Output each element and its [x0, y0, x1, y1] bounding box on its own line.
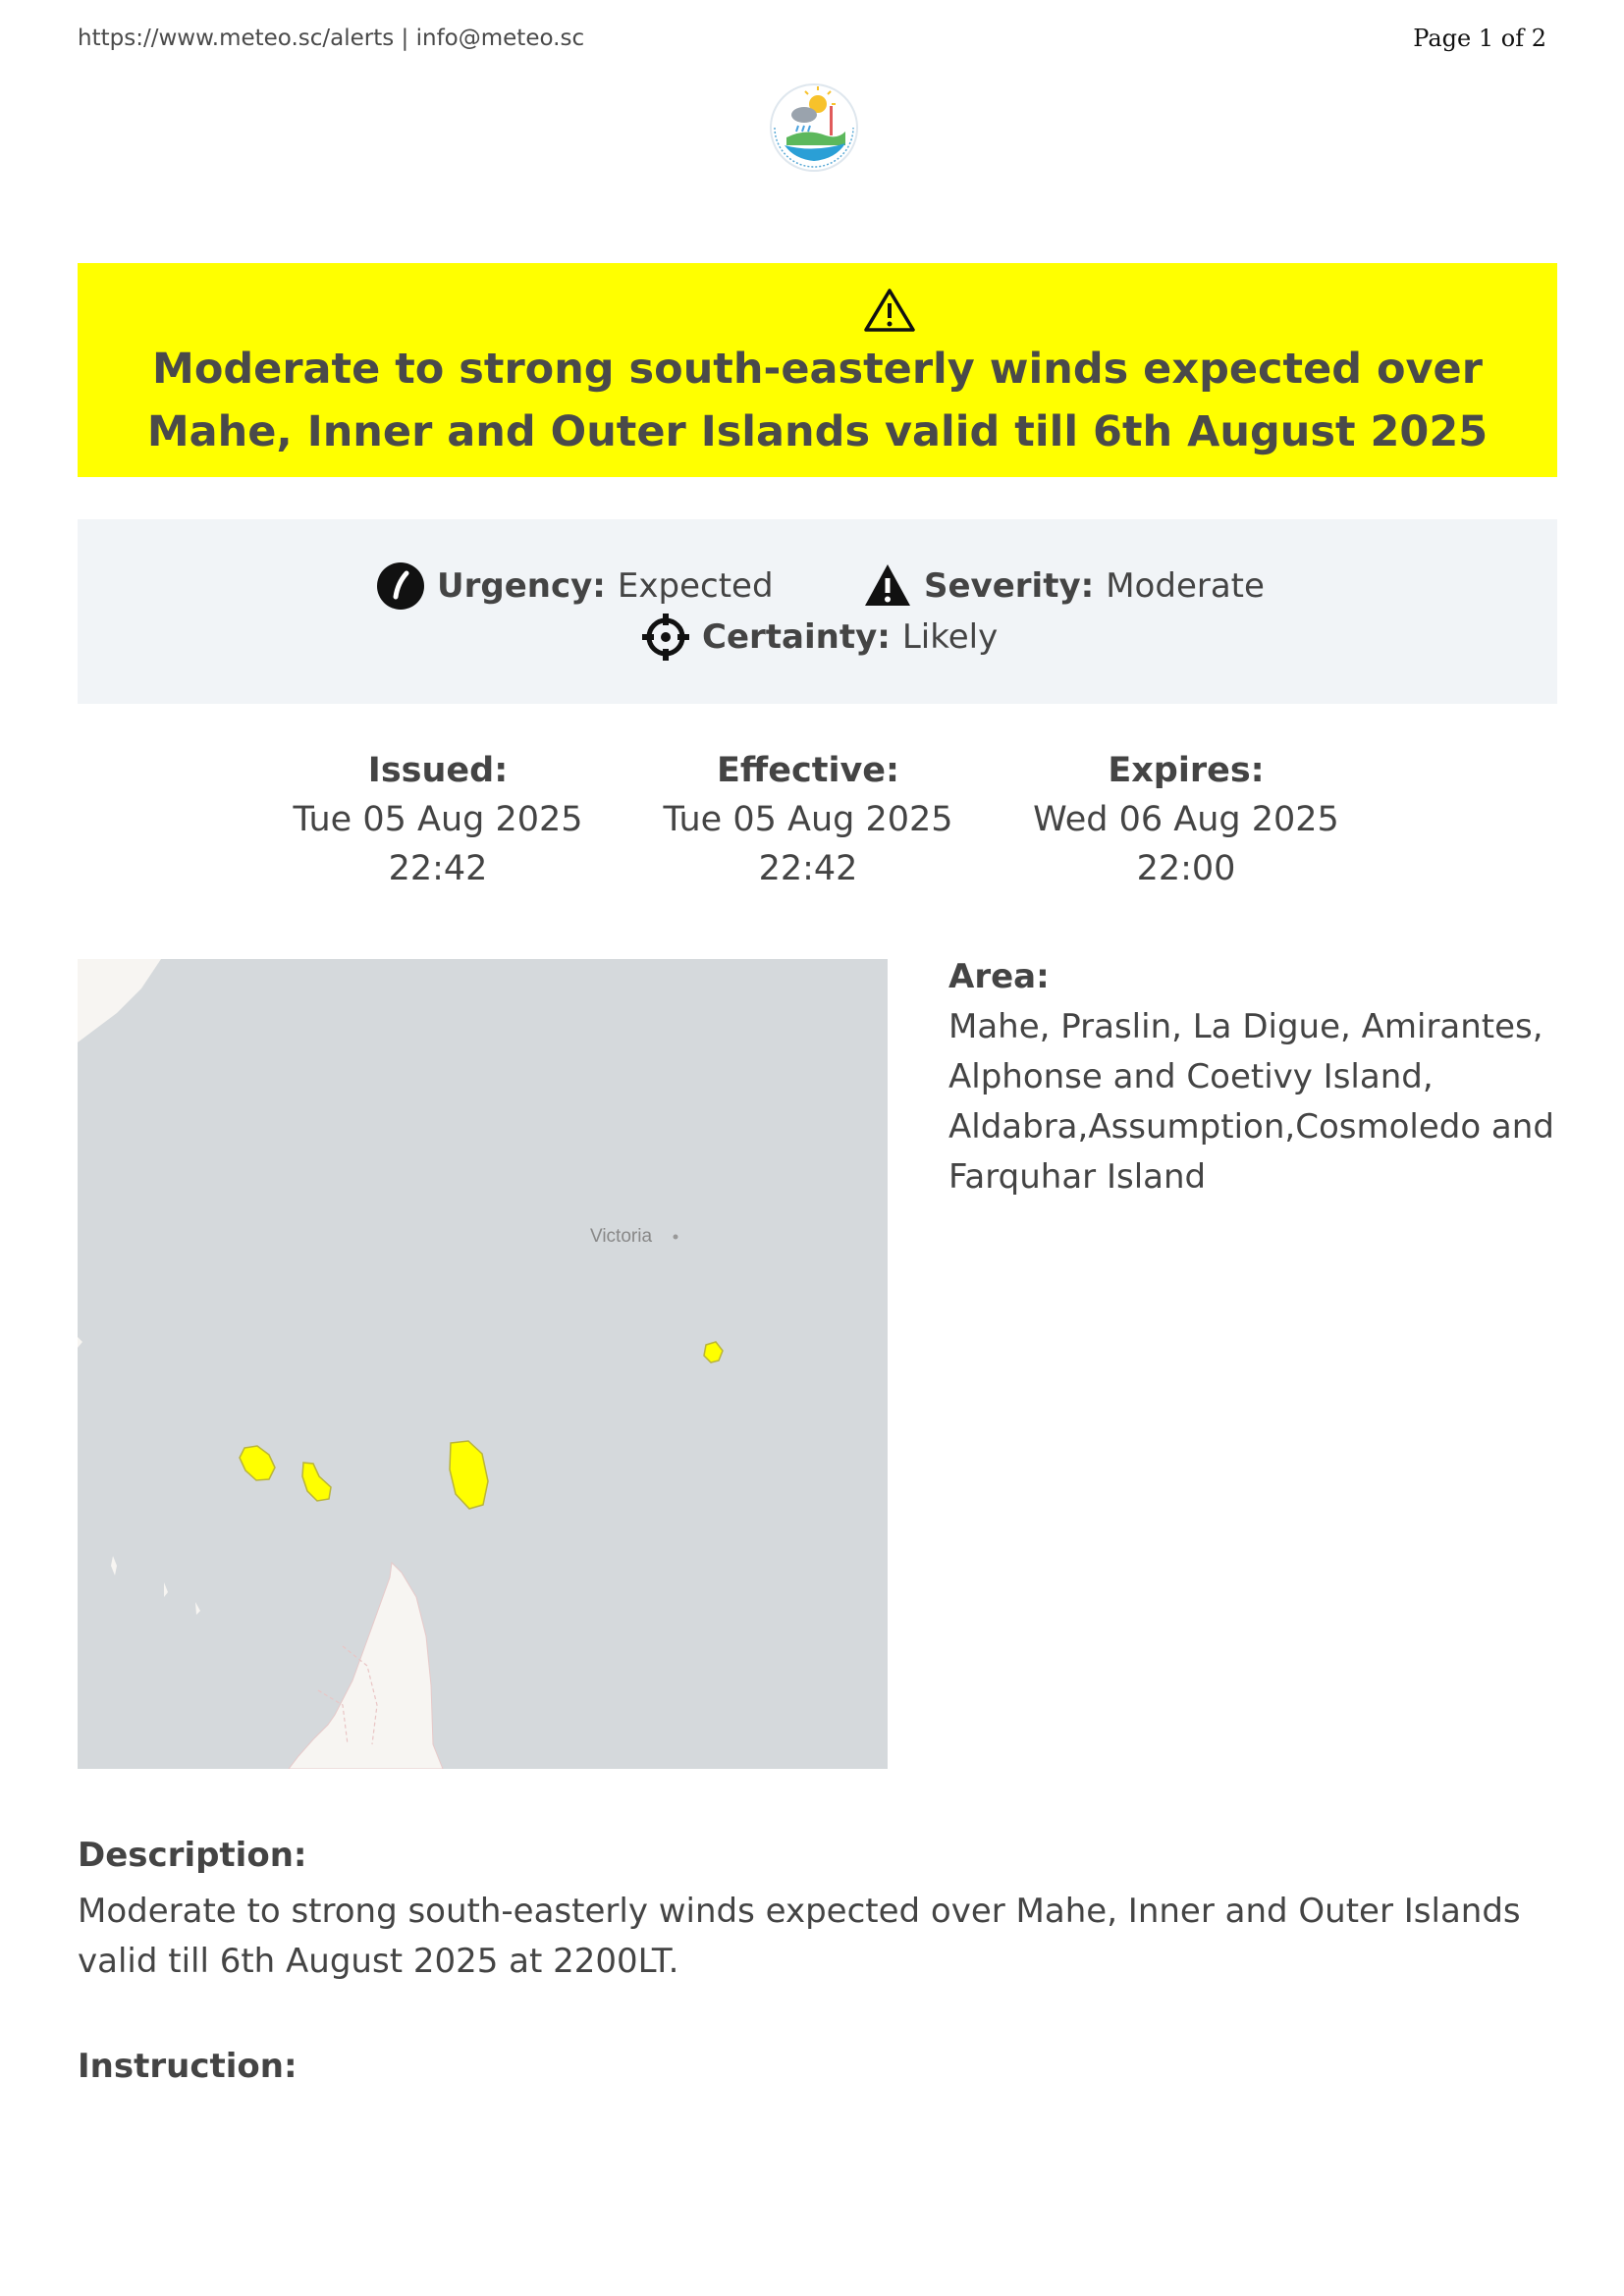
effective-label: Effective:	[716, 751, 900, 790]
map-city-label: Victoria	[590, 1226, 653, 1247]
alert-meta-panel	[78, 519, 1557, 704]
issued-label: Issued:	[367, 751, 509, 790]
certainty-row	[641, 613, 998, 662]
target-icon	[641, 613, 690, 662]
severity-label: Severity:	[924, 566, 1095, 606]
area-label: Area:	[948, 957, 1050, 996]
header-url-contact: https://www.meteo.sc/alerts | info@meteo.sc	[78, 26, 585, 51]
urgency-value: Expected	[617, 566, 774, 606]
map-canvas	[78, 959, 888, 1769]
meteo-logo	[767, 80, 861, 175]
effective-time: 22:42	[758, 849, 858, 888]
alert-banner	[78, 263, 1557, 477]
clock-icon	[376, 561, 425, 611]
expires-label: Expires:	[1108, 751, 1265, 790]
issued-date: Tue 05 Aug 2025	[293, 800, 583, 839]
alert-title: Moderate to strong south-easterly winds expected over Mahe, Inner and Outer Islands valid till 6th August 2025	[146, 345, 1489, 456]
expires-date: Wed 06 Aug 2025	[1033, 800, 1339, 839]
effective-date: Tue 05 Aug 2025	[663, 800, 953, 839]
alert-map[interactable]	[78, 959, 888, 1769]
severity-row	[863, 561, 1265, 611]
page-indicator: Page 1 of 2	[1413, 25, 1546, 52]
area-value: Mahe, Praslin, La Digue, Amirantes, Alphonse and Coetivy Island, Aldabra,Assumption,Cosmoledo and Farquhar Island	[948, 1007, 1554, 1197]
urgency-label: Urgency:	[437, 566, 606, 606]
expires-block	[1029, 746, 1343, 893]
description-text: Moderate to strong south-easterly winds expected over Mahe, Inner and Outer Islands valid till 6th August 2025 at 2200LT.	[78, 1892, 1521, 1981]
urgency-row	[376, 561, 774, 611]
certainty-label: Certainty:	[702, 617, 891, 657]
description-label: Description:	[78, 1836, 307, 1875]
warning-triangle-icon	[863, 287, 916, 334]
area-section	[948, 952, 1557, 1202]
certainty-value: Likely	[901, 617, 999, 657]
instruction-label: Instruction:	[78, 2047, 298, 2086]
warning-icon	[863, 561, 912, 611]
severity-value: Moderate	[1106, 566, 1265, 606]
expires-time: 22:00	[1136, 849, 1236, 888]
issued-block	[291, 746, 585, 893]
issued-time: 22:42	[388, 849, 488, 888]
effective-block	[661, 746, 955, 893]
